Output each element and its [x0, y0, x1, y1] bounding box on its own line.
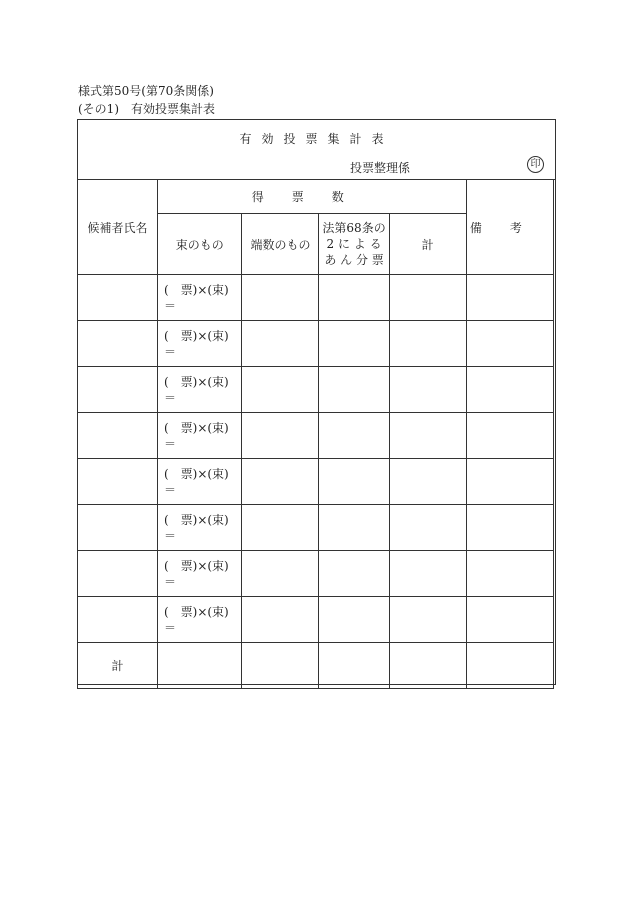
law-apportion-cell[interactable] — [319, 413, 389, 459]
table-row — [78, 597, 554, 643]
remarks-header: 備考 — [466, 180, 553, 275]
formula-equals: ＝ — [163, 298, 176, 313]
total-loose-cell[interactable] — [242, 643, 319, 689]
formula-line: ( 票)×(束) — [163, 420, 229, 435]
formula-line: ( 票)×(束) — [163, 604, 229, 619]
law-apportion-cell[interactable] — [319, 321, 389, 367]
total-row — [78, 643, 554, 689]
law-apportion-cell[interactable] — [319, 505, 389, 551]
subtotal-cell[interactable] — [389, 459, 466, 505]
loose-cell[interactable] — [242, 413, 319, 459]
table-row — [78, 275, 554, 321]
subtotal-cell[interactable] — [389, 321, 466, 367]
subtotal-cell[interactable] — [389, 505, 466, 551]
law-apportion-cell[interactable] — [319, 367, 389, 413]
law-header-line: 2 に よ る — [326, 237, 382, 251]
form-title: 有効投票集計表 — [239, 132, 394, 146]
formula-line: ( 票)×(束) — [163, 328, 229, 343]
table-row — [78, 459, 554, 505]
total-subtotal-cell[interactable] — [389, 643, 466, 689]
formula-line: ( 票)×(束) — [163, 282, 229, 297]
candidate-name-cell[interactable] — [78, 413, 158, 459]
loose-cell[interactable] — [242, 597, 319, 643]
formula-equals: ＝ — [163, 344, 176, 359]
law-apportion-cell[interactable] — [319, 551, 389, 597]
remarks-cell[interactable] — [466, 597, 553, 643]
formula-line: ( 票)×(束) — [163, 466, 229, 481]
bundle-formula-cell[interactable] — [157, 413, 242, 459]
formula-equals: ＝ — [163, 620, 176, 635]
total-law-cell[interactable] — [319, 643, 389, 689]
tally-form — [77, 119, 556, 685]
total-label: 計 — [78, 643, 158, 689]
law-apportion-cell[interactable] — [319, 459, 389, 505]
table-row — [78, 505, 554, 551]
law-header-line: 法第68条の — [322, 221, 386, 235]
loose-cell[interactable] — [242, 551, 319, 597]
subtotal-header: 計 — [389, 214, 466, 275]
form-title-row — [78, 120, 555, 180]
bundle-formula-cell[interactable] — [157, 597, 242, 643]
formula-line: ( 票)×(束) — [163, 374, 229, 389]
subtotal-cell[interactable] — [389, 597, 466, 643]
votes-header: 得票数 — [157, 180, 466, 214]
formula-equals: ＝ — [163, 528, 176, 543]
formula-line: ( 票)×(束) — [163, 512, 229, 527]
loose-cell[interactable] — [242, 505, 319, 551]
tally-table — [77, 179, 554, 689]
seal-icon: 印 — [527, 156, 544, 173]
remarks-cell[interactable] — [466, 367, 553, 413]
loose-cell[interactable] — [242, 459, 319, 505]
formula-equals: ＝ — [163, 574, 176, 589]
remarks-cell[interactable] — [466, 275, 553, 321]
loose-cell[interactable] — [242, 321, 319, 367]
bundle-formula-cell[interactable] — [157, 459, 242, 505]
bundle-header: 束のもの — [157, 214, 242, 275]
subtotal-cell[interactable] — [389, 413, 466, 459]
bundle-formula-cell[interactable] — [157, 275, 242, 321]
loose-header: 端数のもの — [242, 214, 319, 275]
candidate-name-cell[interactable] — [78, 459, 158, 505]
loose-cell[interactable] — [242, 367, 319, 413]
table-row — [78, 551, 554, 597]
form-reference: 様式第50号(第70条関係) — [78, 84, 214, 98]
candidate-name-cell[interactable] — [78, 275, 158, 321]
candidate-name-cell[interactable] — [78, 505, 158, 551]
remarks-cell[interactable] — [466, 551, 553, 597]
total-remarks-cell[interactable] — [466, 643, 553, 689]
table-row — [78, 321, 554, 367]
law-apportion-header — [319, 214, 389, 275]
remarks-cell[interactable] — [466, 413, 553, 459]
table-row — [78, 367, 554, 413]
remarks-cell[interactable] — [466, 505, 553, 551]
subtotal-cell[interactable] — [389, 275, 466, 321]
form-subtitle: (その1) 有効投票集計表 — [78, 102, 215, 116]
table-row — [78, 413, 554, 459]
remarks-cell[interactable] — [466, 321, 553, 367]
total-bundle-cell[interactable] — [157, 643, 242, 689]
law-apportion-cell[interactable] — [319, 275, 389, 321]
candidate-name-cell[interactable] — [78, 321, 158, 367]
formula-equals: ＝ — [163, 436, 176, 451]
bundle-formula-cell[interactable] — [157, 505, 242, 551]
remarks-cell[interactable] — [466, 459, 553, 505]
candidate-name-header: 候補者氏名 — [78, 180, 158, 275]
law-apportion-cell[interactable] — [319, 597, 389, 643]
bundle-formula-cell[interactable] — [157, 367, 242, 413]
candidate-name-cell[interactable] — [78, 551, 158, 597]
bundle-formula-cell[interactable] — [157, 551, 242, 597]
formula-line: ( 票)×(束) — [163, 558, 229, 573]
clerk-label: 投票整理係 — [350, 161, 411, 175]
bundle-formula-cell[interactable] — [157, 321, 242, 367]
candidate-name-cell[interactable] — [78, 367, 158, 413]
law-header-line: あ ん 分 票 — [324, 253, 384, 267]
formula-equals: ＝ — [163, 390, 176, 405]
candidate-name-cell[interactable] — [78, 597, 158, 643]
subtotal-cell[interactable] — [389, 367, 466, 413]
loose-cell[interactable] — [242, 275, 319, 321]
subtotal-cell[interactable] — [389, 551, 466, 597]
formula-equals: ＝ — [163, 482, 176, 497]
